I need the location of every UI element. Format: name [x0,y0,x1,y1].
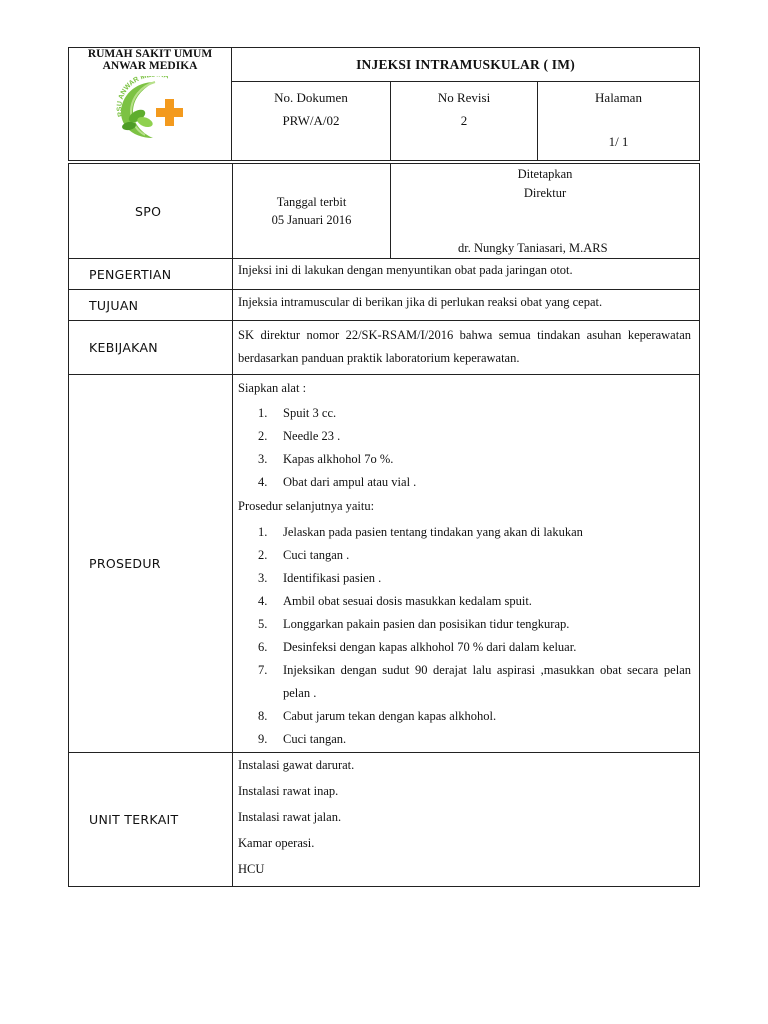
list-item-number: 1. [258,406,268,420]
list-item-number: 4. [258,475,268,489]
list-item [238,728,691,751]
page-number-value: 1/ 1 [608,134,629,149]
list-item-number: 7. [258,663,268,677]
policy-label: KEBIJAKAN [89,340,158,355]
steps-list [238,521,691,751]
logo-text: RSU ANWAR M A [116,76,170,118]
list-item-text: Obat dari ampul atau vial . [283,475,417,489]
list-item [238,705,691,728]
related-unit-item: Kamar operasi. [238,836,315,850]
issue-date-label: Tanggal terbit [276,195,347,209]
list-item-number: 6. [258,640,268,654]
list-item [238,521,691,544]
related-units-row [69,752,699,886]
tools-heading: Siapkan alat : [238,381,307,395]
related-units-label: UNIT TERKAIT [89,812,179,827]
list-item [238,471,691,494]
list-item-number: 4. [258,594,268,608]
list-item [238,590,691,613]
related-units-list [238,757,691,887]
page-number-label: Halaman [595,90,642,105]
list-item-text: Kapas alkhohol 7o %. [283,452,394,466]
related-unit-item: HCU [238,862,265,876]
list-item [238,613,691,636]
list-item-text: Jelaskan pada pasien tentang tindakan yang akan di lakukan [283,525,583,539]
list-item-text: Ambil obat sesuai dosis masukkan kedalam spuit. [283,594,532,608]
hospital-name-line1: RUMAH SAKIT UMUM [87,48,213,60]
list-item [238,425,691,448]
document-number-value: PRW/A/02 [282,113,340,128]
purpose-text: Injeksia intramuscular di berikan jika di perlukan reaksi obat yang cepat. [238,295,603,309]
policy-text: SK direktur nomor 22/SK-RSAM/I/2016 bahwa semua tindakan asuhan keperawatan berdasarkan panduan praktik laboratorium keperawatan. [238,328,691,365]
related-unit-item: Instalasi rawat inap. [238,784,339,798]
steps-heading: Prosedur selanjutnya yaitu: [238,499,375,513]
list-item-number: 2. [258,429,268,443]
hospital-logo [115,76,197,140]
spo-row [69,164,699,258]
list-item-number: 1. [258,525,268,539]
list-item [238,659,691,705]
issue-date-value: 05 Januari 2016 [271,213,352,227]
list-item-text: Needle 23 . [283,429,341,443]
revision-label: No Revisi [437,90,491,105]
tools-list [238,402,691,494]
list-item-text: Cuci tangan. [283,732,347,746]
list-item-number: 2. [258,548,268,562]
list-item [238,544,691,567]
related-unit-item: Instalasi gawat darurat. [238,758,355,772]
hospital-name-line2: ANWAR MEDIKA [102,60,198,72]
list-item-text: Longgarkan pakain pasien dan posisikan tidur tengkurap. [283,617,570,631]
list-item [238,448,691,471]
list-item-number: 8. [258,709,268,723]
approver-name: dr. Nungky Taniasari, M.ARS [458,241,608,255]
list-item-number: 5. [258,617,268,631]
related-unit-item: Instalasi rawat jalan. [238,810,342,824]
list-item-text: Spuit 3 cc. [283,406,337,420]
definition-label: PENGERTIAN [89,266,172,282]
list-item-text: Desinfeksi dengan kapas alkhohol 70 % dari dalam keluar. [283,640,577,654]
procedure-table [68,163,700,887]
approver-role: Direktur [523,186,567,200]
procedure-row [69,374,699,752]
document-number-cell [232,82,391,160]
list-item-number: 3. [258,452,268,466]
list-item-text: Injeksikan dengan sudut 90 derajat lalu aspirasi ,masukkan obat secara pelan pelan . [283,663,691,700]
hospital-name [69,48,231,72]
approval-label: Ditetapkan [517,167,573,181]
document-header [68,47,700,161]
definition-text: Injeksi ini di lakukan dengan menyuntikan obat pada jaringan otot. [238,263,573,277]
list-item-number: 3. [258,571,268,585]
policy-row [69,320,699,374]
issue-date-cell [233,164,391,258]
purpose-label: TUJUAN [89,297,139,313]
page-number-cell [538,82,699,160]
approval-cell [391,164,699,258]
revision-cell [391,82,538,160]
list-item-text: Cuci tangan . [283,548,350,562]
list-item-number: 9. [258,732,268,746]
spo-label: SPO [135,203,162,219]
hospital-identity-cell [69,48,232,160]
procedure-content [238,377,691,751]
hospital-logo-icon [115,76,197,140]
document-title: INJEKSI INTRAMUSKULAR ( IM) [232,48,699,82]
list-item [238,636,691,659]
list-item [238,567,691,590]
procedure-label: PROSEDUR [89,556,161,571]
list-item-text: Identifikasi pasien . [283,571,382,585]
list-item [238,402,691,425]
list-item-text: Cabut jarum tekan dengan kapas alkhohol. [283,709,497,723]
purpose-row [69,289,699,320]
definition-row [69,258,699,289]
revision-value: 2 [460,113,468,128]
document-number-label: No. Dokumen [274,90,348,105]
